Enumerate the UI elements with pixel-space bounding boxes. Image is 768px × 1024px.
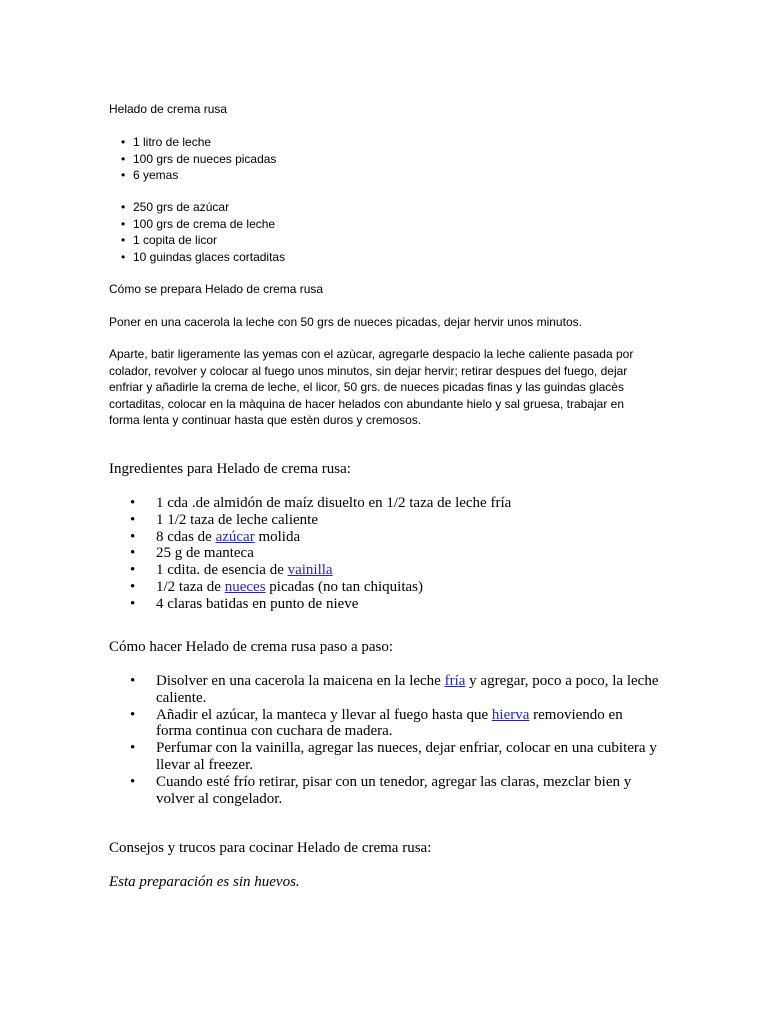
list-item: • 1 copita de licor <box>121 232 285 249</box>
list-item: • 4 claras batidas en punto de nieve <box>130 596 670 613</box>
azucar-link[interactable]: azúcar <box>215 528 255 545</box>
ingredient-list-b <box>121 199 285 265</box>
hierva-link[interactable]: hierva <box>491 706 530 723</box>
prep-step-2: Aparte, batir ligeramente las yemas con el azùcar, agregarle despacio la leche caliente pasada por colador, revolver y colocar al fuego unos minutos, sin dejar hervir; retirar despues del fuego, dejar enfriar y añadirle la crema de leche, el licor, 50 grs. de nueces picadas finas y las guindas glacès cortaditas, colocar en la màquina de hacer helados con abundante hielo y sal gruesa, trabajar en forma lenta y continuar hasta que estèn duros y cremosos. <box>109 347 634 427</box>
ingredients-list <box>130 495 670 613</box>
vainilla-link[interactable]: vainilla <box>287 562 333 579</box>
recipe-1-title: Helado de crema rusa <box>109 102 228 116</box>
list-item: • 1 litro de leche <box>121 134 276 151</box>
ingredient-list-a <box>121 134 276 184</box>
list-item: • 1 1/2 taza de leche caliente <box>130 512 670 529</box>
list-item: • Añadir el azúcar, la manteca y llevar al fuego hasta que hierva removiendo en forma continua con cuchara de madera. <box>130 707 660 741</box>
steps-list <box>130 673 660 807</box>
list-item: • 8 cdas de azúcar molida <box>130 529 670 546</box>
fria-link[interactable]: fría <box>444 673 466 689</box>
list-item: • 6 yemas <box>121 167 276 184</box>
list-item: • Perfumar con la vainilla, agregar las nueces, dejar enfriar, colocar en una cubitera y llevar al freezer. <box>130 740 660 774</box>
prep-heading: Cómo se prepara Helado de crema rusa <box>109 282 324 296</box>
list-item: • 100 grs de nueces picadas <box>121 151 276 168</box>
tip-text: Esta preparación es sin huevos. <box>109 874 300 890</box>
list-item: • 1 cdita. de esencia de vainilla <box>130 562 670 579</box>
nueces-link[interactable]: nueces <box>224 578 266 595</box>
ingredients-heading: Ingredientes para Helado de crema rusa: <box>109 461 351 477</box>
list-item: • 250 grs de azúcar <box>121 199 285 216</box>
list-item: • 1 cda .de almidón de maíz disuelto en 1/2 taza de leche fría <box>130 495 670 512</box>
list-item: • 100 grs de crema de leche <box>121 216 285 233</box>
list-item: • 1/2 taza de nueces picadas (no tan chiquitas) <box>130 579 670 596</box>
howto-heading: Cómo hacer Helado de crema rusa paso a paso: <box>109 639 394 655</box>
list-item: • 25 g de manteca <box>130 545 670 562</box>
list-item: • 10 guindas glaces cortaditas <box>121 249 285 266</box>
prep-step-1: Poner en una cacerola la leche con 50 grs de nueces picadas, dejar hervir unos minutos. <box>109 315 582 329</box>
list-item: • Cuando esté frío retirar, pisar con un tenedor, agregar las claras, mezclar bien y volver al congelador. <box>130 774 660 808</box>
tips-heading: Consejos y trucos para cocinar Helado de crema rusa: <box>109 840 432 856</box>
list-item: • Disolver en una cacerola la maicena en la leche fría y agregar, poco a poco, la leche caliente. <box>130 673 660 707</box>
